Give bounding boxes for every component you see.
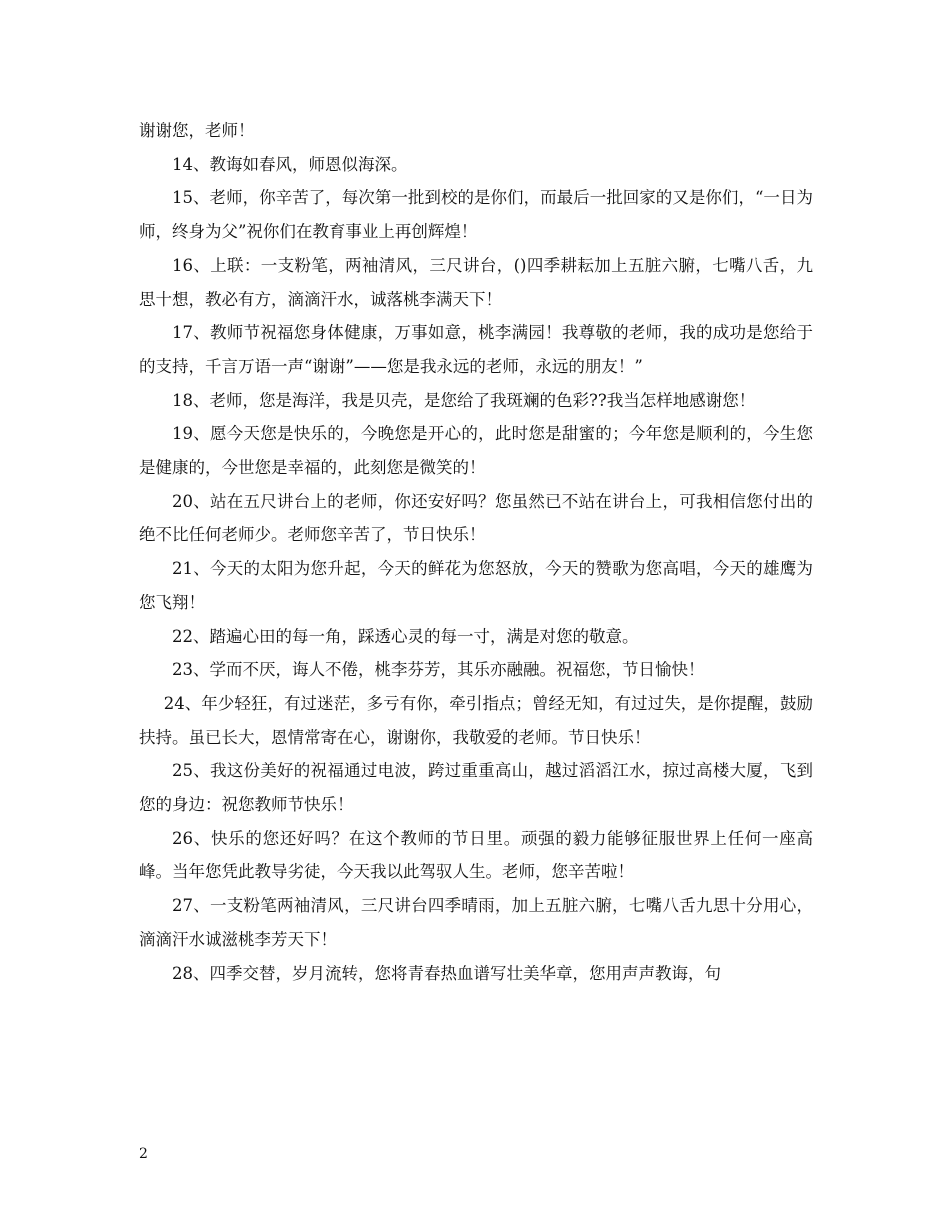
- paragraph-20: 20、站在五尺讲台上的老师，你还安好吗？您虽然已不站在讲台上，可我相信您付出的绝不比任何老师少。老师您辛苦了，节日快乐！: [139, 491, 813, 545]
- paragraph-17: 17、教师节祝福您身体健康，万事如意，桃李满园！我尊敬的老师，我的成功是您给于的支持，千言万语一声“谢谢”——您是我永远的老师，永远的朋友！”: [139, 323, 813, 376]
- paragraph-28: 28、四季交替，岁月流转，您将青春热血谱写壮美华章，您用声声教诲，句: [172, 963, 721, 983]
- page-number: 2: [139, 1146, 148, 1162]
- paragraph-continuation: 谢谢您，老师！: [139, 121, 255, 140]
- paragraph-22: 22、踏遍心田的每一角，踩透心灵的每一寸，满是对您的敬意。: [172, 626, 639, 646]
- document-body: [139, 114, 813, 990]
- paragraph-18: 18、老师，您是海洋，我是贝壳，是您给了我斑斓的色彩??我当怎样地感谢您！: [172, 390, 756, 410]
- paragraph-27: 27、一支粉笔两袖清风，三尺讲台四季晴雨，加上五脏六腑，七嘴八舌九思十分用心，滴滴汗水诚滋桃李芳天下！: [139, 896, 813, 949]
- paragraph-19: 19、愿今天您是快乐的，今晚您是开心的，此时您是甜蜜的；今年您是顺利的，今生您是健康的，今世您是幸福的，此刻您是微笑的！: [139, 424, 813, 478]
- paragraph-24: 24、年少轻狂，有过迷茫，多亏有你，牵引指点；曾经无知，有过过失，是你提醒，鼓励扶持。虽已长大，恩情常寄在心，谢谢你，我敬爱的老师。节日快乐！: [139, 693, 813, 747]
- paragraph-26: 26、快乐的您还好吗？在这个教师的节日里。顽强的毅力能够征服世界上任何一座高峰。当年您凭此教导劣徒，今天我以此驾驭人生。老师，您辛苦啦！: [139, 828, 813, 882]
- paragraph-15: 15、老师，你辛苦了，每次第一批到校的是你们，而最后一批回家的又是你们，“一日为师，终身为父”祝你们在教育事业上再创辉煌！: [139, 188, 813, 242]
- paragraph-16: 16、上联：一支粉笔，两袖清风，三尺讲台，()四季耕耘加上五脏六腑，七嘴八舌，九思十想，教必有方，滴滴汗水，诚落桃李满天下！: [139, 255, 813, 309]
- paragraph-25: 25、我这份美好的祝福通过电波，跨过重重高山，越过滔滔江水，掠过高楼大厦，飞到您的身边：祝您教师节快乐！: [139, 761, 813, 815]
- paragraph-14: 14、教诲如春风，师恩似海深。: [172, 154, 408, 174]
- paragraph-21: 21、今天的太阳为您升起，今天的鲜花为您怒放，今天的赞歌为您高唱，今天的雄鹰为您飞翔！: [139, 559, 813, 612]
- paragraph-23: 23、学而不厌，诲人不倦，桃李芬芳，其乐亦融融。祝福您，节日愉快！: [172, 660, 705, 680]
